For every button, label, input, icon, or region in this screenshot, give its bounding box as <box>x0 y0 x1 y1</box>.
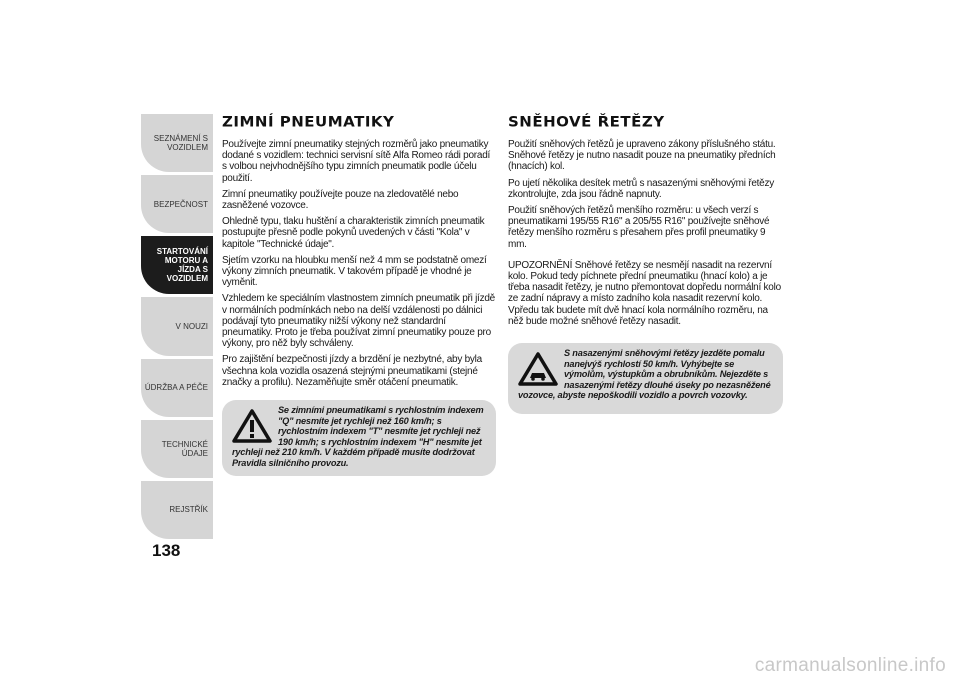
tab-bezpecnost[interactable] <box>141 175 213 233</box>
paragraph: Použití sněhových řetězů je upraveno zákony příslušného státu. Sněhové řetězy je nutno nasadit pouze na pneumatiky předních (hnacích) kol. <box>508 139 776 173</box>
car-warning-icon <box>518 352 558 386</box>
snow-chains-section <box>508 113 783 414</box>
warning-triangle-icon <box>232 409 272 443</box>
warning-text: Se zimními pneumatikami s rychlostním indexem "Q" nesmíte jet rychleji než 160 km/h; s rychlostním indexem "T" nesmíte jet rychleji než 190 km/h; s rychlostním indexem "H" nesmíte jet rychleji než 210 km/h. V každém případě musíte dodržovat Pravidla silničního provozu. <box>232 405 484 468</box>
tab-label: SEZNÁMENÍ S VOZIDLEM <box>153 134 208 153</box>
tab-label: STARTOVÁNÍ MOTORU A JÍZDA S VOZIDLEM <box>156 247 208 284</box>
tab-label: ÚDRŽBA A PÉČE <box>144 383 208 393</box>
tab-rejstrik[interactable] <box>141 481 213 539</box>
winter-tyres-section <box>222 113 496 476</box>
warning-box <box>222 400 496 476</box>
notice-paragraph: UPOZORNĚNÍ Sněhové řetězy se nesmějí nasadit na rezervní kolo. Pokud tedy píchnete přední pneumatiku (hnací kolo) a je třeba nasadit řetězy, je nutno přemontovat dopředu normální kolo ze zadní nápravy a místo zadního kola nasadit rezervní kolo. Vpředu tak budete mít dvě hnací kola normálního rozměru, na něž bude možné sněhové řetězy nasadit. <box>508 259 781 327</box>
chapter-sidebar <box>141 114 213 539</box>
warning-box <box>508 343 783 414</box>
tab-label: TECHNICKÉ ÚDAJE <box>161 439 208 458</box>
paragraph: Po ujetí několika desítek metrů s nasazenými sněhovými řetězy zkontrolujte, zda jsou řádně napnuty. <box>508 177 774 200</box>
tab-seznameni[interactable] <box>141 114 213 172</box>
paragraph: Použití sněhových řetězů menšího rozměru: u všech verzí s pneumatikami 195/55 R16" a 205/55 R16" používejte sněhové řetězy menšího rozměru s přesahem přes profil pneumatiky 9 mm. <box>508 205 770 250</box>
paragraph: Pro zajištění bezpečnosti jízdy a brzdění je nezbytné, aby byla všechna kola vozidla osazená stejnými pneumatikami (stejné značky a profilu). Nezaměňujte směr otáčení pneumatik. <box>222 354 482 388</box>
paragraph: Ohledně typu, tlaku huštění a charakteristik zimních pneumatik postupujte přesně podle pokynů uvedených v části "Kola" v kapitole "Technické údaje". <box>222 216 485 250</box>
tab-v-nouzi[interactable] <box>141 297 213 355</box>
section-title: ZIMNÍ PNEUMATIKY <box>222 113 395 131</box>
paragraph: Sjetím vzorku na hloubku menší než 4 mm se podstatně omezí výkony zimních pneumatik. V takovém případě je vhodné je vyměnit. <box>222 254 487 289</box>
paragraph: Vzhledem ke speciálním vlastnostem zimních pneumatik při jízdě v normálních podmínkách nebo na delší vzdálenosti po dálnici podávají tyto pneumatiky nižší výkony než standardní pneumatiky. Proto je třeba používat zimní pneumatiky pouze pro výkony, pro něž byly schváleny. <box>222 293 495 350</box>
watermark: carmanualsonline.info <box>754 655 946 676</box>
tab-label: BEZPEČNOST <box>153 199 208 209</box>
tab-startovani[interactable] <box>141 236 213 294</box>
tab-label: V NOUZI <box>175 321 208 331</box>
section-title: SNĚHOVÉ ŘETĚZY <box>508 113 665 131</box>
page-number: 138 <box>152 541 181 560</box>
tab-label: REJSTŘÍK <box>169 505 208 515</box>
paragraph: Zimní pneumatiky používejte pouze na zledovatělé nebo zasněžené vozovce. <box>222 188 459 212</box>
tab-technicke-udaje[interactable] <box>141 420 213 478</box>
paragraph: Používejte zimní pneumatiky stejných rozměrů jako pneumatiky dodané s vozidlem: technici servisní sítě Alfa Romeo rádi poradí s volbou nejvhodnějšího typu zimních pneumatik podle účelu použití. <box>222 139 491 184</box>
tab-udrzba[interactable] <box>141 359 213 417</box>
warning-text: S nasazenými sněhovými řetězy jezděte pomalu nanejvýš rychlostí 50 km/h. Vyhýbejte se výmolům, výstupkům a obrubníkům. Nejezděte s nasazenými řetězy dlouhé úseky po nezasněžené vozovce, abyste nepoškodili vozidlo a povrch vozovky. <box>518 348 771 401</box>
